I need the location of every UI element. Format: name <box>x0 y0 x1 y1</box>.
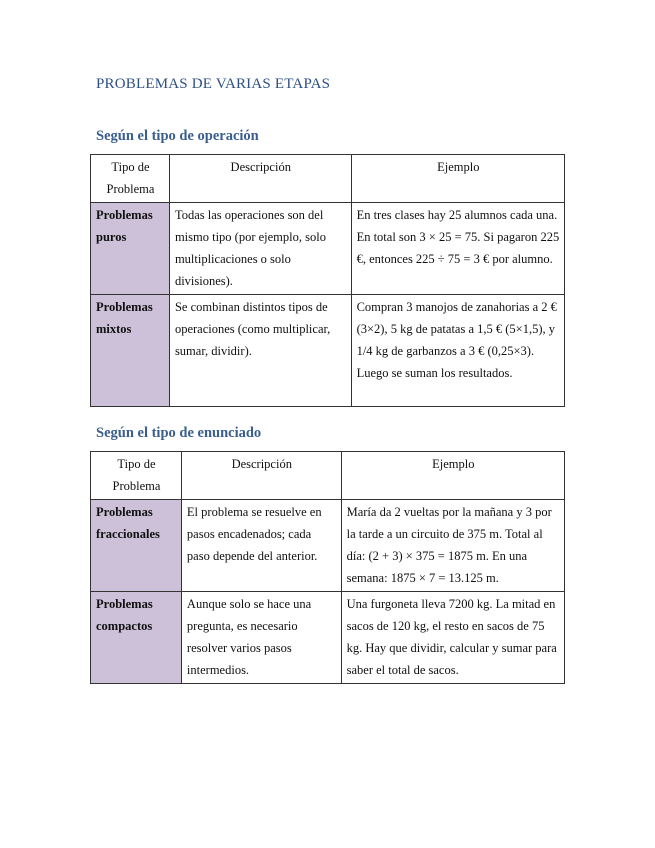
header-problem-type: Tipo de Problema <box>91 452 182 500</box>
header-problem-type: Tipo de Problema <box>91 155 170 203</box>
problem-type-cell: Problemas compactos <box>91 592 182 684</box>
example-cell: Compran 3 manojos de zanahorias a 2 € (3×2), 5 kg de patatas a 1,5 € (5×1,5), y 1/4 kg de garbanzos a 3 € (0,25×3). Luego se suman los resultados. <box>351 295 564 407</box>
header-description: Descripción <box>169 155 351 203</box>
description-cell: Se combinan distintos tipos de operaciones (como multiplicar, sumar, dividir). <box>169 295 351 407</box>
document-title: PROBLEMAS DE VARIAS ETAPAS <box>96 76 331 92</box>
header-example: Ejemplo <box>351 155 564 203</box>
table-row <box>91 592 565 684</box>
table-row <box>91 295 565 407</box>
description-cell: Todas las operaciones son del mismo tipo (por ejemplo, solo multiplicaciones o solo divisiones). <box>169 203 351 295</box>
problem-type-cell: Problemas puros <box>91 203 170 295</box>
section-heading-statement: Según el tipo de enunciado <box>96 425 262 441</box>
problem-type-cell: Problemas mixtos <box>91 295 170 407</box>
example-cell: María da 2 vueltas por la mañana y 3 por la tarde a un circuito de 375 m. Total al día: (2 + 3) × 375 = 1875 m. En una semana: 1875 × 7 = 13.125 m. <box>341 500 564 592</box>
section-heading-operation: Según el tipo de operación <box>96 128 259 144</box>
table-header-row <box>91 155 565 203</box>
header-description: Descripción <box>181 452 341 500</box>
operation-type-table <box>90 154 565 407</box>
table-row <box>91 203 565 295</box>
description-cell: El problema se resuelve en pasos encadenados; cada paso depende del anterior. <box>181 500 341 592</box>
table-header-row <box>91 452 565 500</box>
example-cell: Una furgoneta lleva 7200 kg. La mitad en sacos de 120 kg, el resto en sacos de 75 kg. Hay que dividir, calcular y sumar para saber el total de sacos. <box>341 592 564 684</box>
statement-type-table <box>90 451 565 684</box>
example-cell: En tres clases hay 25 alumnos cada una. En total son 3 × 25 = 75. Si pagaron 225 €, entonces 225 ÷ 75 = 3 € por alumno. <box>351 203 564 295</box>
problem-type-cell: Problemas fraccionales <box>91 500 182 592</box>
description-cell: Aunque solo se hace una pregunta, es necesario resolver varios pasos intermedios. <box>181 592 341 684</box>
table-row <box>91 500 565 592</box>
header-example: Ejemplo <box>341 452 564 500</box>
